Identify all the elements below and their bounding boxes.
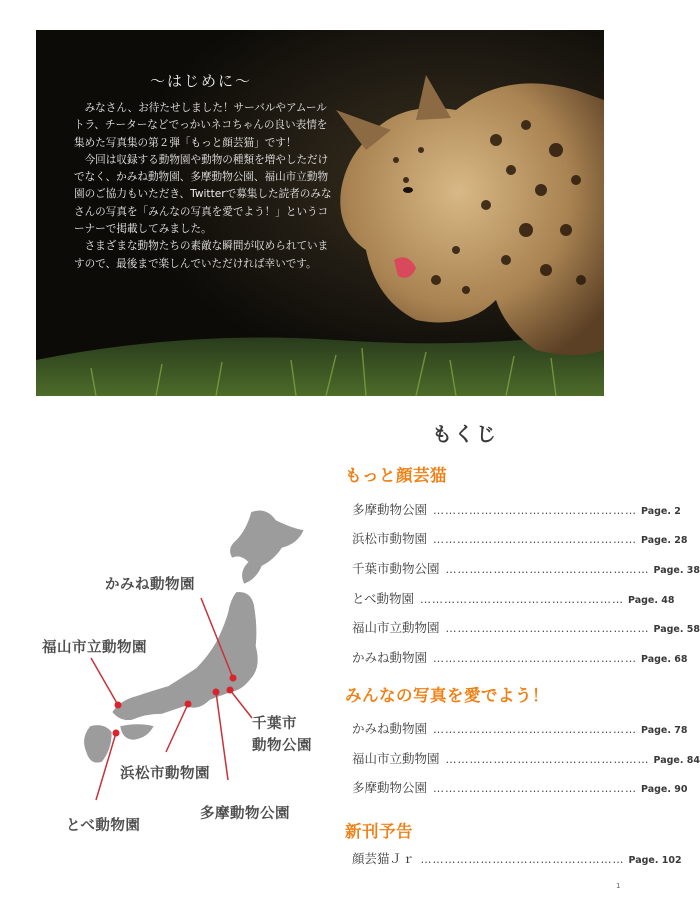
hamamatsu-zoo-marker [185, 701, 192, 708]
map-label-chiba-1: 千葉市 [252, 716, 297, 732]
toc-leader-dots: …………………………………………… [433, 504, 638, 517]
toc-section-heading: もっと顔芸猫 [345, 466, 447, 485]
toc-item[interactable] [352, 559, 700, 577]
map-label-hamamatsu: 浜松市動物園 [120, 766, 210, 782]
fukuyama-zoo-marker [115, 702, 122, 709]
intro-title: ～はじめに～ [149, 72, 252, 90]
chiba-zoo-marker [227, 687, 234, 694]
toc-item[interactable] [352, 529, 688, 547]
toc-item-name: 顔芸猫Ｊｒ [352, 851, 415, 866]
intro-body [74, 100, 336, 273]
toc-item[interactable] [352, 648, 688, 666]
toc-item-page: Page. 2 [641, 506, 681, 517]
toc-item-name: とべ動物園 [352, 591, 415, 606]
toc-item-page: Page. 48 [628, 595, 675, 606]
toc-item[interactable] [352, 589, 675, 607]
toc-item[interactable] [352, 749, 700, 767]
toc-item-page: Page. 58 [653, 624, 700, 635]
toc-item[interactable] [352, 849, 682, 867]
map-label-kamine: かみね動物園 [105, 577, 195, 593]
toc-item-page: Page. 68 [641, 654, 688, 665]
toc-item[interactable] [352, 618, 700, 636]
tobe-zoo-marker [113, 730, 120, 737]
toc-item-page: Page. 84 [653, 755, 700, 766]
intro-hero [36, 30, 604, 396]
toc-leader-dots: …………………………………………… [433, 723, 638, 736]
map-label-chiba-2: 動物公園 [252, 738, 312, 754]
toc-leader-dots: …………………………………………… [445, 753, 650, 766]
map-label-tama: 多摩動物公園 [200, 806, 290, 822]
page-number: 1 [616, 882, 621, 890]
toc-item-name: 多摩動物公園 [352, 502, 428, 517]
toc-item-page: Page. 28 [641, 535, 688, 546]
toc-item-name: 多摩動物公園 [352, 780, 428, 795]
toc-item[interactable] [352, 719, 688, 737]
map-label-tobe: とべ動物園 [66, 818, 141, 834]
kamine-zoo-marker [230, 675, 237, 682]
toc-item-name: 千葉市動物公園 [352, 561, 440, 576]
toc-item-name: 福山市立動物園 [352, 620, 440, 635]
toc-item-name: 浜松市動物園 [352, 531, 428, 546]
toc-leader-dots: …………………………………………… [445, 622, 650, 635]
intro-paragraph: さまざまな動物たちの素敵な瞬間が収められていますので、最後まで楽しんでいただければ幸いです。 [74, 240, 329, 270]
kyushu-shape [84, 725, 112, 763]
toc-leader-dots: …………………………………………… [420, 593, 625, 606]
toc-item-page: Page. 102 [628, 855, 682, 866]
toc-leader-dots: …………………………………………… [433, 652, 638, 665]
toc-item-name: かみね動物園 [352, 721, 428, 736]
hokkaido-shape [230, 510, 304, 584]
toc-leader-dots: …………………………………………… [433, 782, 638, 795]
shikoku-shape [120, 724, 154, 740]
toc-title: もくじ [432, 422, 498, 446]
toc-leader-dots: …………………………………………… [433, 533, 638, 546]
toc-item[interactable] [352, 778, 688, 796]
japan-zoo-map [36, 500, 336, 840]
tama-zoo-marker [213, 689, 220, 696]
toc-section-heading: 新刊予告 [345, 822, 413, 841]
intro-paragraph: 今回は収録する動物園や動物の種類を増やしただけでなく、かみね動物園、多摩動物公園、福山市立動物園のご協力もいただき、Twitterで募集した読者のみなさんの写真を「みんなの写真を愛でよう！」というコーナーで掲載してみました。 [74, 153, 332, 236]
toc-item-name: かみね動物園 [352, 650, 428, 665]
intro-paragraph: みなさん、お待たせしました！サーバルやアムールトラ、チーターなどでっかいネコちゃんの良い表情を集めた写真集の第２弾「もっと顔芸猫」です！ [74, 102, 328, 149]
map-label-fukuyama: 福山市立動物園 [42, 640, 147, 656]
toc-leader-dots: …………………………………………… [445, 563, 650, 576]
toc-item-page: Page. 38 [653, 565, 700, 576]
toc-section-heading: みんなの写真を愛でよう！ [345, 686, 549, 705]
toc-leader-dots: …………………………………………… [420, 853, 625, 866]
toc-item-page: Page. 90 [641, 784, 688, 795]
toc-item[interactable] [352, 500, 681, 518]
toc-item-page: Page. 78 [641, 725, 688, 736]
toc-item-name: 福山市立動物園 [352, 751, 440, 766]
